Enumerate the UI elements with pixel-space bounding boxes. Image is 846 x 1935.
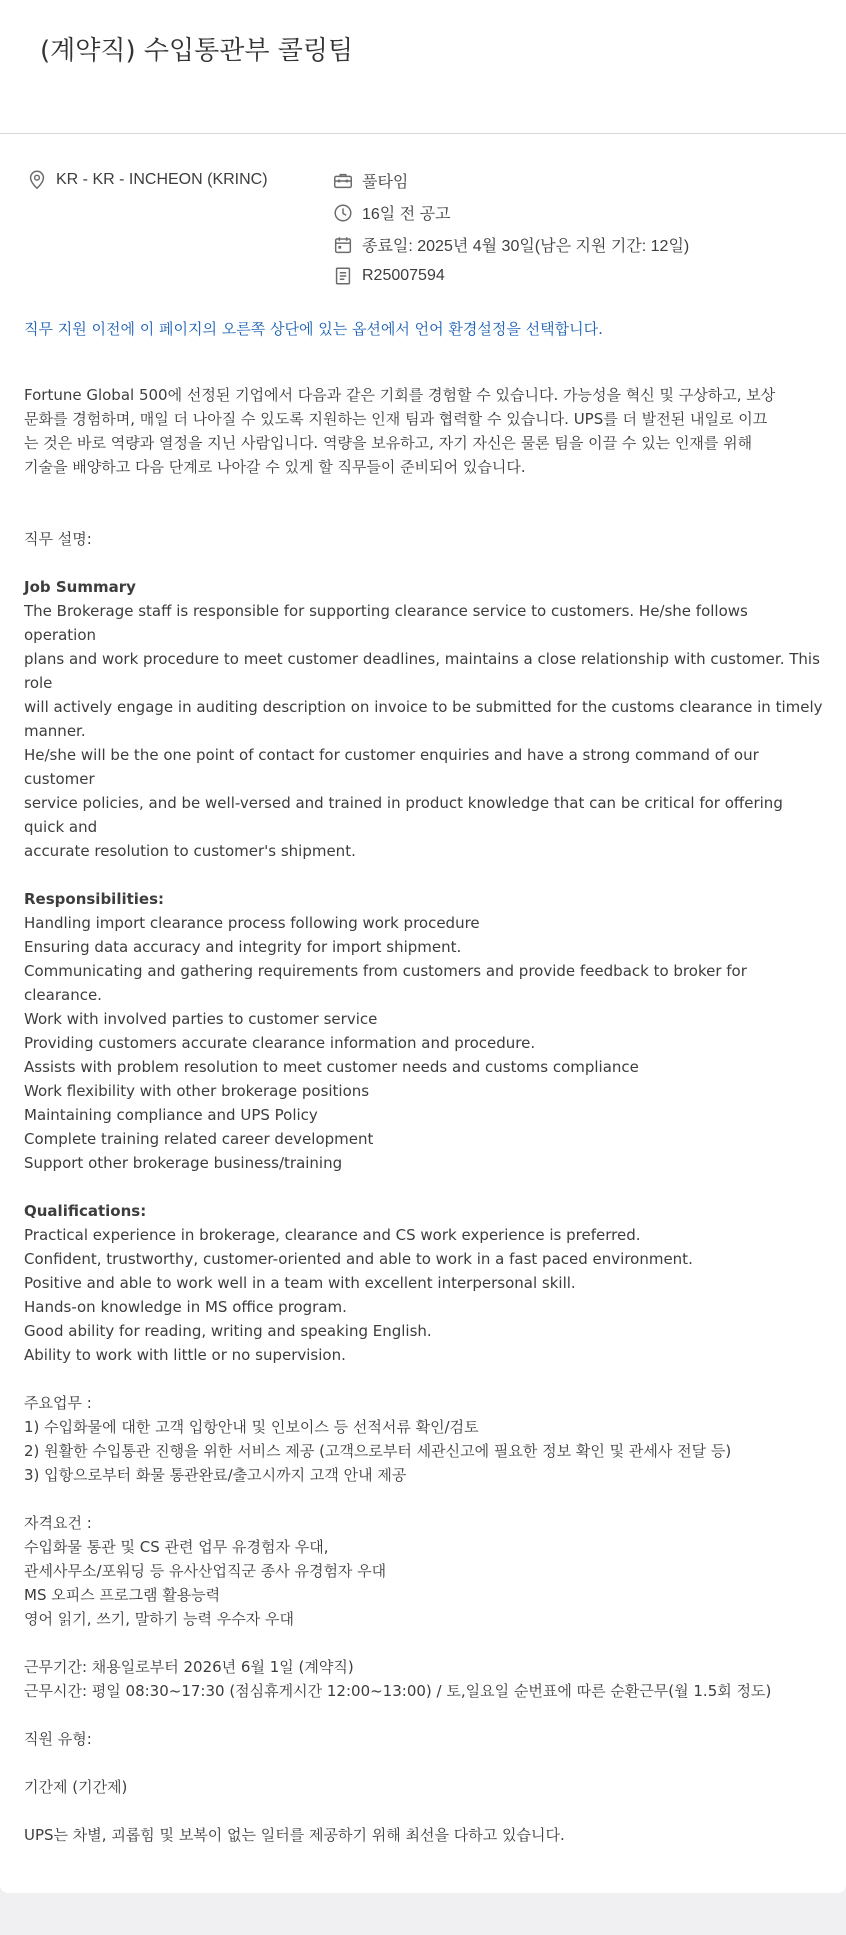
clock-icon [332, 202, 354, 224]
intro-line: 는 것은 바로 역량과 열정을 지닌 사람입니다. 역량을 보유하고, 자기 자신은 물론 팀을 이끌 수 있는 인재를 위해 [24, 434, 753, 452]
job-location [26, 169, 268, 191]
requisition-id [332, 265, 445, 287]
responsibility-item: Ensuring data accuracy and integrity for import shipment. [24, 938, 462, 956]
duty-item: 2) 원활한 수입통관 진행을 위한 서비스 제공 (고객으로부터 세관신고에 필요한 정보 확인 및 관세사 전달 등) [24, 1442, 732, 1460]
posted-date [332, 201, 451, 224]
responsibility-item: Assists with problem resolution to meet customer needs and customs compliance [24, 1058, 639, 1076]
intro-paragraph [24, 383, 824, 479]
responsibility-item: Providing customers accurate clearance information and procedure. [24, 1034, 536, 1052]
requisition-id-text: R25007594 [362, 267, 445, 284]
responsibilities-heading: Responsibilities: [24, 890, 165, 908]
responsibility-item: Complete training related career development [24, 1130, 374, 1148]
duty-item: 3) 입항으로부터 화물 통관완료/출고시까지 고객 안내 제공 [24, 1466, 407, 1484]
responsibility-item: Handling import clearance process following work procedure [24, 914, 480, 932]
job-title: (계약직) 수입통관부 콜링팀 [40, 36, 354, 66]
intro-line: 기술을 배양하고 다음 단계로 나아갈 수 있게 할 직무들이 준비되어 있습니다. [24, 458, 526, 476]
intro-line: Fortune Global 500에 선정된 기업에서 다음과 같은 기회를 경험할 수 있습니다. 가능성을 혁신 및 구상하고, 보상 [24, 386, 776, 404]
summary-line: will actively engage in auditing description on invoice to be submitted for the customs clearance in timely [24, 698, 823, 716]
qualification-item: Confident, trustworthy, customer-oriented and able to work in a fast paced environment. [24, 1250, 693, 1268]
intro-line: 문화를 경험하며, 매일 더 나아질 수 있도록 지원하는 인재 팀과 협력할 수 있습니다. UPS를 더 발전된 내일로 이끄 [24, 410, 768, 428]
employee-type-label: 직원 유형: [24, 1730, 92, 1748]
responsibility-item: Work with involved parties to customer service [24, 1010, 378, 1028]
deadline-text: 종료일: 2025년 4월 30일(남은 지원 기간: 12일) [362, 238, 690, 255]
responsibility-item: Maintaining compliance and UPS Policy [24, 1106, 318, 1124]
summary-line: The Brokerage staff is responsible for supporting clearance service to customers. He/she follows operation [24, 602, 748, 644]
calendar-icon [332, 234, 354, 256]
requirement-item: 수입화물 통관 및 CS 관련 업무 유경험자 우대, [24, 1538, 329, 1556]
summary-line: accurate resolution to customer's shipment. [24, 842, 356, 860]
summary-heading: Job Summary [24, 578, 136, 596]
requirement-item: 영어 읽기, 쓰기, 말하기 능력 우수자 우대 [24, 1610, 294, 1628]
job-description [24, 383, 824, 1847]
responsibility-item: Work flexibility with other brokerage positions [24, 1082, 370, 1100]
description-label: 직무 설명: [24, 530, 92, 548]
qualifications-heading: Qualifications: [24, 1202, 147, 1220]
briefcase-icon [332, 170, 354, 192]
posted-text: 16일 전 공고 [362, 206, 451, 223]
requirement-item: MS 오피스 프로그램 활용능력 [24, 1586, 221, 1604]
location-pin-icon [26, 169, 48, 191]
duties-heading: 주요업무 : [24, 1394, 92, 1412]
eeo-statement: UPS는 차별, 괴롭힘 및 보복이 없는 일터를 제공하기 위해 최선을 다하고 있습니다. [24, 1826, 565, 1844]
summary-line: service policies, and be well-versed and trained in product knowledge that can be critical for offering quick and [24, 794, 783, 836]
responsibility-item: Communicating and gathering requirements from customers and provide feedback to broker for clearance. [24, 962, 747, 1004]
summary-line: He/she will be the one point of contact for customer enquiries and have a strong command of our customer [24, 746, 759, 788]
requirements-heading: 자격요건 : [24, 1514, 92, 1532]
location-text: KR - KR - INCHEON (KRINC) [56, 171, 268, 188]
summary-line: manner. [24, 722, 86, 740]
responsibility-item: Support other brokerage business/training [24, 1154, 343, 1172]
employee-type-value: 기간제 (기간제) [24, 1778, 128, 1796]
language-notice: 직무 지원 이전에 이 페이지의 오른쪽 상단에 있는 옵션에서 언어 환경설정을 선택합니다. [24, 320, 603, 338]
document-icon [332, 265, 354, 287]
work-hours: 근무시간: 평일 08:30~17:30 (점심휴게시간 12:00~13:00) / 토,일요일 순번표에 따른 순환근무(월 1.5회 정도) [24, 1682, 772, 1700]
qualification-item: Good ability for reading, writing and speaking English. [24, 1322, 432, 1340]
duty-item: 1) 수입화물에 대한 고객 입항안내 및 인보이스 등 선적서류 확인/검토 [24, 1418, 479, 1436]
summary-line: plans and work procedure to meet customer deadlines, maintains a close relationship with customer. This role [24, 650, 820, 692]
deadline [332, 233, 689, 256]
employment-type-text: 풀타임 [362, 174, 409, 191]
qualification-item: Ability to work with little or no supervision. [24, 1346, 346, 1364]
qualification-item: Positive and able to work well in a team with excellent interpersonal skill. [24, 1274, 576, 1292]
requirement-item: 관세사무소/포워딩 등 유사산업직군 종사 유경험자 우대 [24, 1562, 387, 1580]
header-divider [0, 133, 846, 134]
qualification-item: Practical experience in brokerage, clearance and CS work experience is preferred. [24, 1226, 641, 1244]
qualification-item: Hands-on knowledge in MS office program. [24, 1298, 347, 1316]
employment-type [332, 169, 408, 192]
work-period: 근무기간: 채용일로부터 2026년 6월 1일 (계약직) [24, 1658, 354, 1676]
